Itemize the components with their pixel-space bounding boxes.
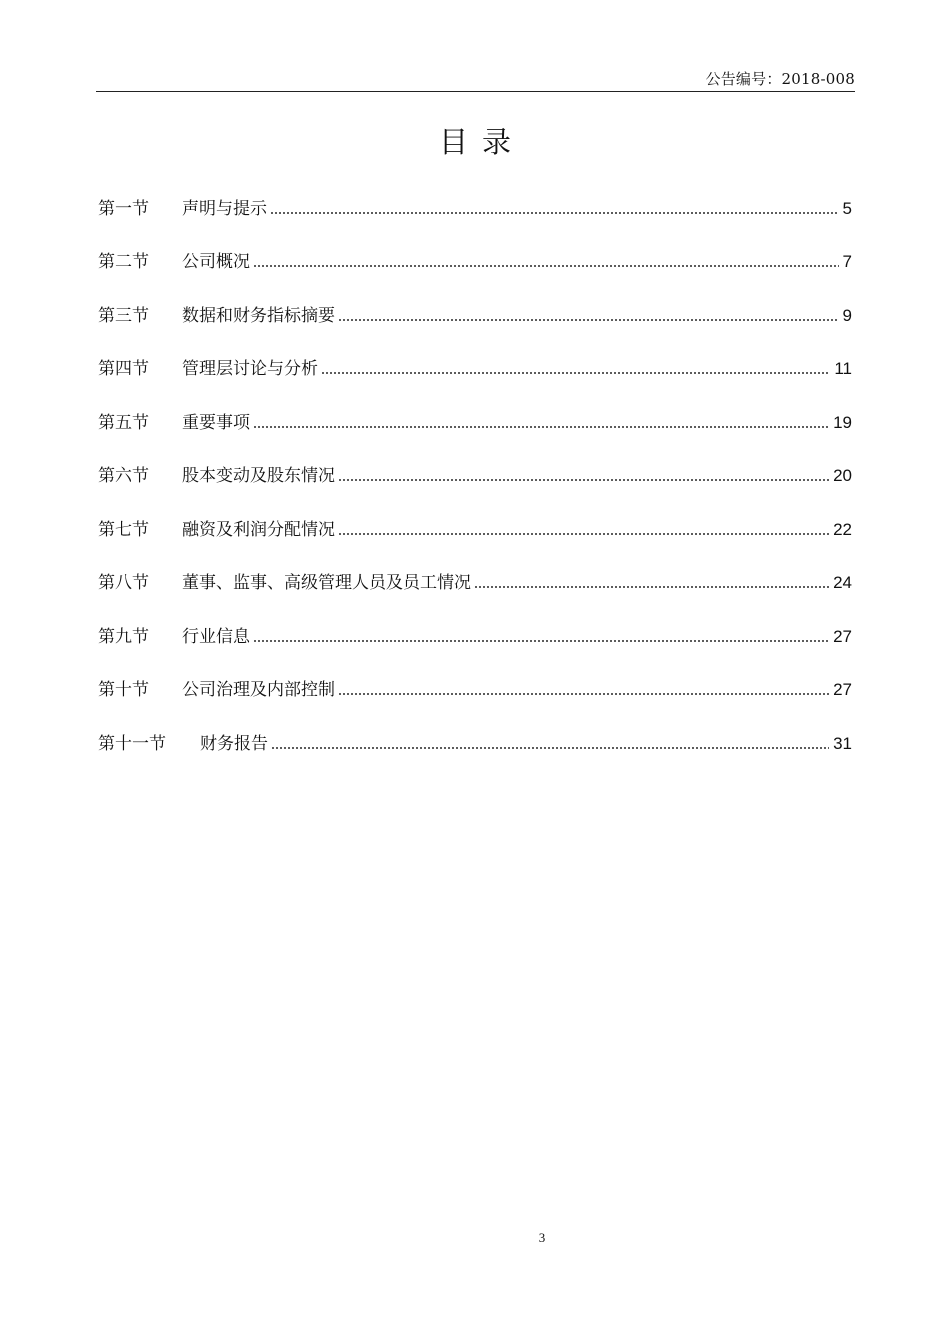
toc-entry[interactable] (98, 511, 852, 565)
toc-page-number: 27 (833, 626, 852, 646)
page-header (96, 64, 855, 92)
toc-page-number: 22 (833, 519, 852, 539)
table-of-contents (98, 190, 852, 779)
dot-leader (270, 212, 839, 214)
toc-page-number: 27 (833, 680, 852, 699)
dot-leader (338, 693, 829, 695)
toc-section-number: 第四节 (98, 359, 149, 379)
toc-entry-title: 数据和财务指标摘要 (182, 305, 335, 326)
toc-section-number: 第五节 (98, 412, 149, 433)
toc-page-number: 9 (842, 305, 852, 325)
toc-entry[interactable] (98, 244, 852, 298)
toc-entry-title: 董事、监事、高级管理人员及员工情况 (182, 573, 471, 593)
page-number: 3 (538, 1230, 546, 1245)
toc-entry-title: 财务报告 (200, 733, 268, 754)
toc-entry-title: 股本变动及股东情况 (182, 466, 335, 486)
toc-section-number: 第二节 (98, 252, 149, 272)
announcement-number: 公告编号：2018-008 (705, 70, 855, 88)
toc-page-number: 7 (842, 252, 852, 271)
toc-section-number: 第十一节 (98, 733, 166, 754)
toc-section-number: 第十节 (98, 680, 149, 700)
toc-page-number: 24 (833, 573, 852, 592)
toc-entry-title: 公司治理及内部控制 (182, 680, 335, 700)
toc-entry-title: 行业信息 (182, 626, 250, 647)
toc-section-number: 第七节 (98, 519, 149, 540)
toc-section-number: 第三节 (98, 305, 149, 326)
toc-page-number: 20 (833, 466, 852, 485)
toc-entry[interactable] (98, 190, 852, 244)
toc-section-number: 第九节 (98, 626, 149, 647)
toc-entry[interactable] (98, 672, 852, 726)
dot-leader (253, 265, 839, 267)
toc-section-number: 第六节 (98, 466, 149, 486)
dot-leader (338, 319, 839, 321)
page-title: 目录 (438, 125, 525, 159)
toc-entry[interactable] (98, 351, 852, 405)
toc-section-number: 第一节 (98, 198, 149, 219)
toc-entry-title: 融资及利润分配情况 (182, 519, 335, 540)
toc-page-number: 11 (834, 359, 852, 378)
toc-entry[interactable] (98, 458, 852, 512)
toc-entry[interactable] (98, 725, 852, 779)
dot-leader (253, 640, 829, 642)
dot-leader (338, 479, 829, 481)
toc-entry[interactable] (98, 404, 852, 458)
toc-entry[interactable] (98, 618, 852, 672)
dot-leader (474, 586, 829, 588)
dot-leader (271, 747, 829, 749)
toc-entry[interactable] (98, 297, 852, 351)
dot-leader (253, 426, 829, 428)
toc-entry-title: 公司概况 (182, 252, 250, 272)
toc-entry-title: 管理层讨论与分析 (182, 359, 318, 379)
toc-entry-title: 声明与提示 (182, 198, 267, 219)
dot-leader (338, 533, 829, 535)
toc-entry[interactable] (98, 565, 852, 619)
dot-leader (321, 372, 830, 374)
toc-page-number: 19 (833, 412, 852, 432)
toc-section-number: 第八节 (98, 573, 149, 593)
toc-page-number: 5 (842, 198, 852, 218)
toc-page-number: 31 (833, 733, 852, 753)
toc-entry-title: 重要事项 (182, 412, 250, 433)
